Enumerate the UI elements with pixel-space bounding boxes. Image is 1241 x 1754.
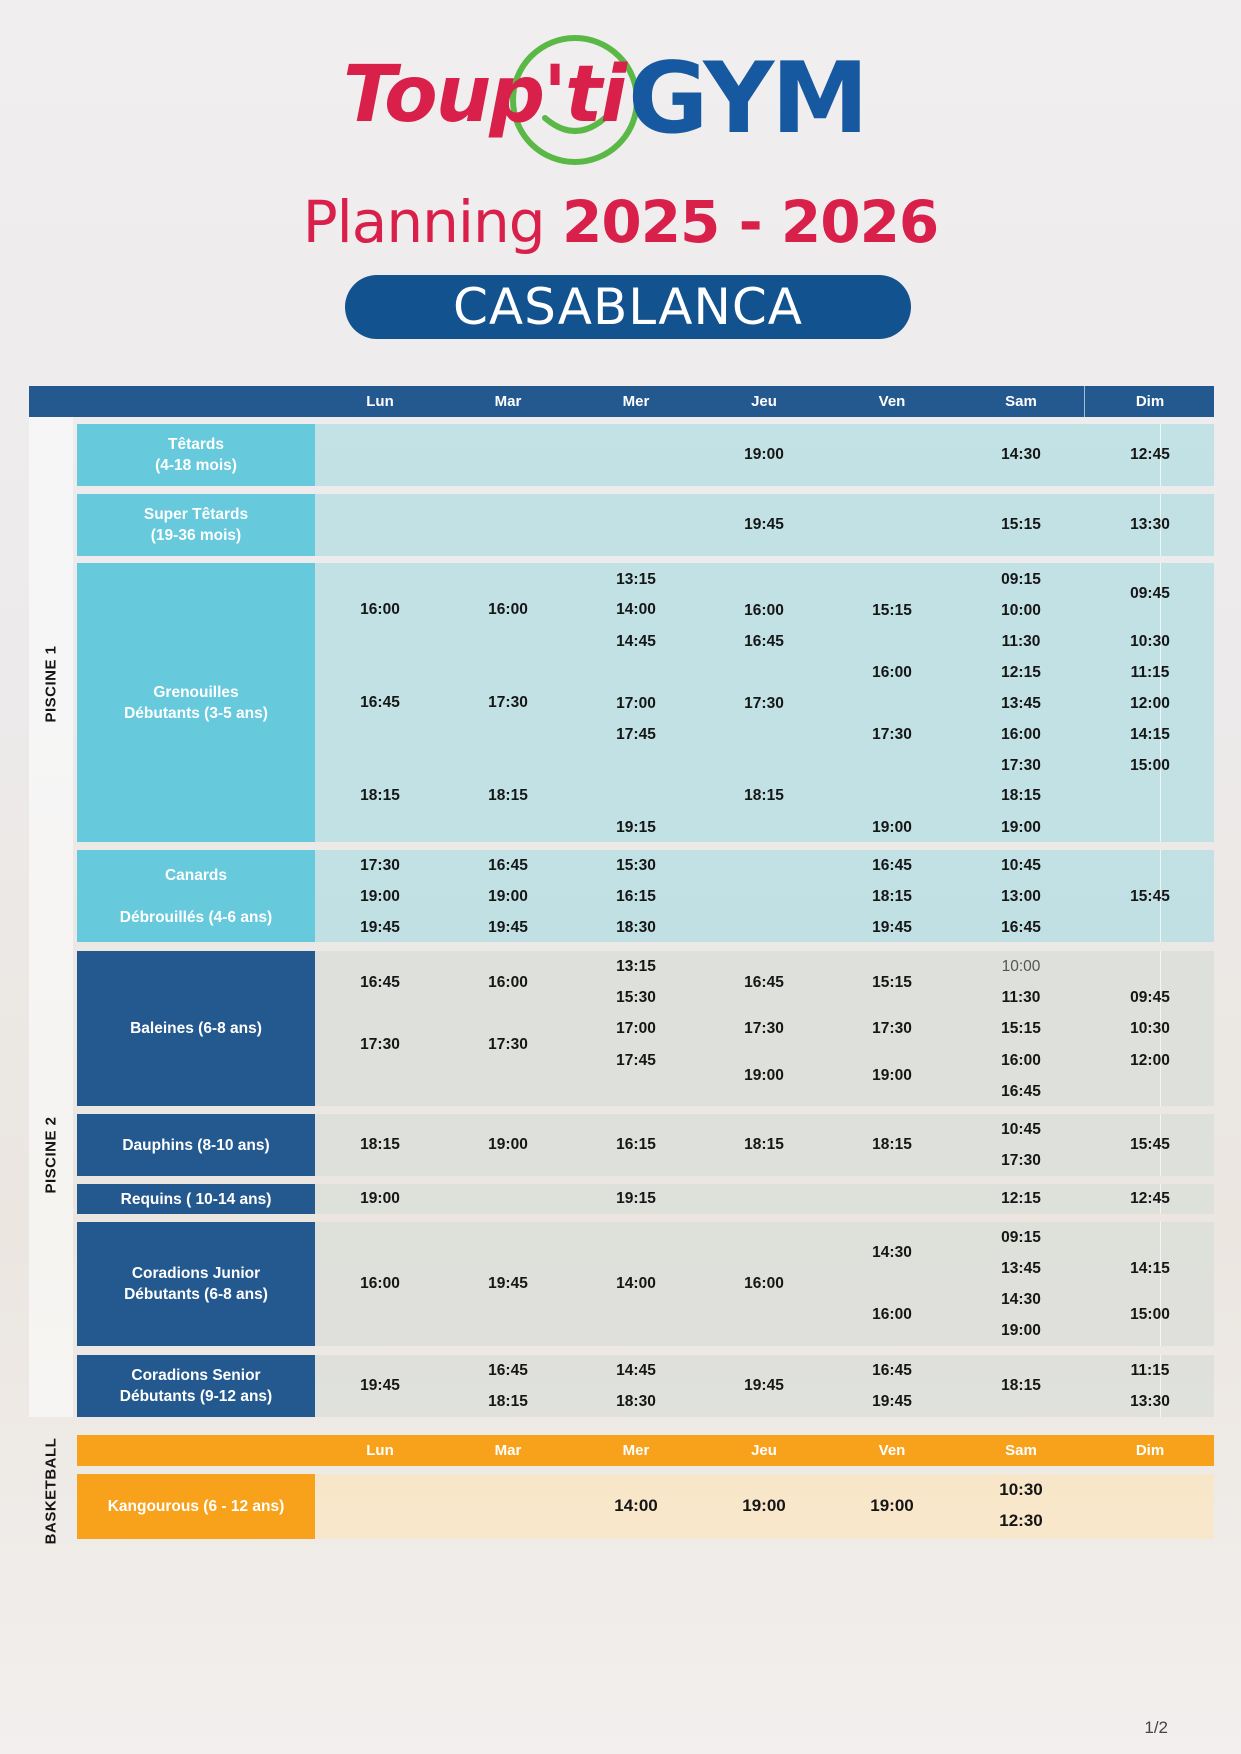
time-slot: 13:15: [616, 958, 656, 975]
time-slot: 18:30: [616, 1393, 656, 1410]
time-slot: 10:45: [1001, 857, 1041, 874]
time-slot: 19:00: [872, 1067, 912, 1084]
section-piscine-2: PISCINE 2: [42, 1116, 60, 1194]
time-slot: 16:00: [360, 1275, 400, 1292]
title-year: 2025 - 2026: [561, 188, 939, 256]
day-cell-mer: [572, 951, 700, 1106]
time-slot: 16:00: [1001, 1052, 1041, 1069]
time-slot: 17:30: [488, 1036, 528, 1053]
time-slot: 12:30: [999, 1511, 1043, 1530]
time-slot: 16:00: [1001, 726, 1041, 743]
time-slot: 19:15: [616, 819, 656, 836]
table-row: [77, 1474, 1214, 1539]
time-slot: 13:45: [1001, 1260, 1041, 1277]
day-cell-jeu: [700, 424, 828, 486]
city-badge: CASABLANCA: [345, 275, 911, 339]
table-row: [77, 563, 1214, 842]
day-header-ven: Ven: [878, 393, 906, 410]
time-slot: 18:15: [488, 1393, 528, 1410]
day-cell-sam: [957, 424, 1085, 486]
day-cell-mar: [444, 1184, 572, 1214]
day-cell-lun: [316, 951, 444, 1106]
title-light: Planning: [302, 188, 562, 256]
time-slot: 16:00: [872, 664, 912, 681]
day-cell-mer: [572, 1355, 700, 1417]
table-row: [77, 424, 1214, 486]
time-slot: 17:30: [360, 1036, 400, 1053]
time-slot: 13:30: [1130, 1393, 1170, 1410]
time-slot: 11:30: [1001, 989, 1041, 1006]
group-label: Dauphins (8-10 ans): [77, 1114, 315, 1176]
time-slot: 17:45: [616, 726, 656, 743]
time-slot: 16:00: [872, 1306, 912, 1323]
time-slot: 19:00: [360, 888, 400, 905]
row-times: [315, 563, 1214, 842]
row-times: [315, 1222, 1214, 1346]
day-cell-ven: [828, 850, 956, 942]
time-slot: 19:45: [360, 919, 400, 936]
time-slot: 17:30: [1001, 757, 1041, 774]
time-slot: 19:45: [872, 919, 912, 936]
time-slot: 18:15: [1001, 1377, 1041, 1394]
time-slot: 14:30: [872, 1244, 912, 1261]
time-slot: 16:45: [488, 857, 528, 874]
time-slot: 10:30: [999, 1480, 1043, 1499]
time-slot: 19:00: [360, 1190, 400, 1207]
time-slot: 09:45: [1130, 989, 1170, 1006]
time-slot: 17:45: [616, 1052, 656, 1069]
time-slot: 19:45: [744, 516, 784, 533]
day-cell-sam: [957, 1184, 1085, 1214]
day-cell-sam: [957, 1474, 1085, 1539]
section-basketball: BASKETBALL: [42, 1437, 60, 1545]
day-cell-lun: [316, 1222, 444, 1346]
basketball-days-header: [77, 1435, 1214, 1466]
toupti-gym-logo: [0, 22, 1241, 172]
time-slot: 14:15: [1130, 726, 1170, 743]
day-cell-jeu: [700, 1184, 828, 1214]
day-cell-dim: [1086, 563, 1214, 842]
time-slot: 17:00: [616, 1020, 656, 1037]
time-slot: 16:45: [1001, 919, 1041, 936]
time-slot: 12:15: [1001, 664, 1041, 681]
day-cell-dim: [1086, 1474, 1214, 1539]
time-slot: 16:45: [1001, 1083, 1041, 1100]
group-label: Baleines (6-8 ans): [77, 951, 315, 1106]
time-slot: 10:00: [1001, 602, 1041, 619]
time-slot: 19:00: [1001, 1322, 1041, 1339]
time-slot: 19:00: [488, 888, 528, 905]
time-slot: 19:00: [744, 446, 784, 463]
time-slot: 19:45: [488, 919, 528, 936]
day-cell-ven: [828, 951, 956, 1106]
day-cell-jeu: [700, 563, 828, 842]
group-label: Canards Débrouillés (4-6 ans): [77, 850, 315, 942]
day-cell-sam: [957, 1222, 1085, 1346]
day-cell-mer: [572, 1474, 700, 1539]
time-slot: 16:15: [616, 888, 656, 905]
day-cell-jeu: [700, 494, 828, 556]
time-slot: 15:15: [872, 602, 912, 619]
group-label: Coradions Senior Débutants (9-12 ans): [77, 1355, 315, 1417]
day-cell-lun: [316, 1355, 444, 1417]
day-cell-lun: [316, 424, 444, 486]
group-label: Super Têtards (19-36 mois): [77, 494, 315, 556]
row-times: [315, 424, 1214, 486]
time-slot: 17:30: [488, 694, 528, 711]
time-slot: 15:30: [616, 857, 656, 874]
day-cell-sam: [957, 850, 1085, 942]
time-slot: 14:45: [616, 1362, 656, 1379]
day-cell-lun: [316, 850, 444, 942]
time-slot: 12:45: [1130, 446, 1170, 463]
table-row: [77, 494, 1214, 556]
time-slot: 10:30: [1130, 1020, 1170, 1037]
group-label: Grenouilles Débutants (3-5 ans): [77, 563, 315, 842]
day-cell-jeu: [700, 1474, 828, 1539]
time-slot: 18:15: [360, 1136, 400, 1153]
time-slot: 15:15: [1001, 516, 1041, 533]
day-cell-mer: [572, 1114, 700, 1176]
time-slot: 14:30: [1001, 1291, 1041, 1308]
time-slot: 16:00: [744, 1275, 784, 1292]
time-slot: 17:30: [360, 857, 400, 874]
day-cell-ven: [828, 424, 956, 486]
section-piscine-1: PISCINE 1: [42, 645, 60, 723]
day-cell-ven: [828, 1474, 956, 1539]
time-slot: 12:15: [1001, 1190, 1041, 1207]
time-slot: 16:00: [488, 974, 528, 991]
day-header-mar: Mar: [494, 1442, 522, 1459]
time-slot: 19:00: [872, 819, 912, 836]
row-times: [315, 1184, 1214, 1214]
group-label: Kangourous (6 - 12 ans): [77, 1474, 315, 1539]
day-cell-dim: [1086, 951, 1214, 1106]
time-slot: 16:00: [360, 601, 400, 618]
time-slot: 15:45: [1130, 888, 1170, 905]
day-header-mer: Mer: [622, 1442, 650, 1459]
time-slot: 15:15: [1001, 1020, 1041, 1037]
day-header-sam: Sam: [1005, 393, 1037, 410]
logo-toup: Toup'ti: [343, 50, 626, 140]
day-cell-mer: [572, 1184, 700, 1214]
time-slot: 15:45: [1130, 1136, 1170, 1153]
time-slot: 11:15: [1130, 664, 1170, 681]
time-slot: 10:45: [1001, 1121, 1041, 1138]
day-cell-mer: [572, 424, 700, 486]
day-cell-sam: [957, 1355, 1085, 1417]
time-slot: 13:30: [1130, 516, 1170, 533]
group-label: Coradions Junior Débutants (6-8 ans): [77, 1222, 315, 1346]
day-header-dim: Dim: [1135, 1442, 1165, 1459]
row-times: [315, 1114, 1214, 1176]
table-row: [77, 951, 1214, 1106]
day-header-mar: Mar: [494, 393, 522, 410]
day-cell-lun: [316, 1474, 444, 1539]
day-cell-dim: [1086, 494, 1214, 556]
time-slot: 19:45: [360, 1377, 400, 1394]
group-label: Têtards (4-18 mois): [77, 424, 315, 486]
time-slot: 13:15: [616, 571, 656, 588]
time-slot: 16:45: [360, 694, 400, 711]
row-times: [315, 850, 1214, 942]
time-slot: 18:15: [744, 787, 784, 804]
day-cell-mar: [444, 951, 572, 1106]
table-row: [77, 850, 1214, 942]
day-cell-ven: [828, 1222, 956, 1346]
day-cell-ven: [828, 1114, 956, 1176]
time-slot: 09:15: [1001, 1229, 1041, 1246]
day-cell-dim: [1086, 1114, 1214, 1176]
row-times: [315, 951, 1214, 1106]
time-slot: 19:45: [744, 1377, 784, 1394]
time-slot: 16:45: [872, 1362, 912, 1379]
time-slot: 16:00: [488, 601, 528, 618]
group-label: Requins ( 10-14 ans): [77, 1184, 315, 1214]
day-header-jeu: Jeu: [751, 1442, 777, 1459]
page-number: 1/2: [1144, 1718, 1168, 1737]
time-slot: 17:30: [872, 726, 912, 743]
day-header-jeu: Jeu: [751, 393, 777, 410]
row-times: [315, 494, 1214, 556]
time-slot: 16:45: [360, 974, 400, 991]
day-cell-mer: [572, 850, 700, 942]
day-cell-mar: [444, 424, 572, 486]
time-slot: 19:00: [488, 1136, 528, 1153]
time-slot: 13:45: [1001, 695, 1041, 712]
planning-title: [0, 188, 1241, 256]
time-slot: 17:00: [616, 695, 656, 712]
time-slot: 14:00: [614, 1496, 658, 1515]
time-slot: 10:30: [1130, 633, 1170, 650]
day-cell-jeu: [700, 1114, 828, 1176]
day-header-dim: Dim: [1135, 393, 1165, 410]
time-slot: 15:15: [872, 974, 912, 991]
day-cell-ven: [828, 494, 956, 556]
time-slot: 14:00: [616, 1275, 656, 1292]
time-slot: 13:00: [1001, 888, 1041, 905]
time-slot: 18:15: [744, 1136, 784, 1153]
time-slot: 17:30: [744, 1020, 784, 1037]
days-header: [29, 386, 1214, 417]
day-cell-mar: [444, 1355, 572, 1417]
time-slot: 18:30: [616, 919, 656, 936]
day-cell-mar: [444, 1114, 572, 1176]
day-cell-lun: [316, 563, 444, 842]
day-cell-jeu: [700, 1222, 828, 1346]
day-cell-mar: [444, 1222, 572, 1346]
time-slot: 10:00: [1001, 958, 1041, 975]
time-slot: 11:30: [1001, 633, 1041, 650]
time-slot: 18:15: [488, 787, 528, 804]
time-slot: 16:00: [744, 602, 784, 619]
logo-gym: GYM: [628, 42, 866, 156]
day-cell-mar: [444, 494, 572, 556]
time-slot: 19:00: [744, 1067, 784, 1084]
time-slot: 15:30: [616, 989, 656, 1006]
time-slot: 16:45: [488, 1362, 528, 1379]
day-cell-jeu: [700, 951, 828, 1106]
day-cell-ven: [828, 1355, 956, 1417]
day-cell-mer: [572, 494, 700, 556]
day-cell-lun: [316, 1114, 444, 1176]
day-cell-jeu: [700, 1355, 828, 1417]
day-cell-lun: [316, 494, 444, 556]
time-slot: 16:45: [872, 857, 912, 874]
time-slot: 12:45: [1130, 1190, 1170, 1207]
time-slot: 17:30: [744, 695, 784, 712]
day-cell-sam: [957, 494, 1085, 556]
time-slot: 17:30: [1001, 1152, 1041, 1169]
time-slot: 19:00: [870, 1496, 914, 1515]
day-cell-dim: [1086, 1222, 1214, 1346]
time-slot: 14:15: [1130, 1260, 1170, 1277]
table-row: [77, 1114, 1214, 1176]
day-header-sam: Sam: [1005, 1442, 1037, 1459]
day-cell-ven: [828, 1184, 956, 1214]
time-slot: 19:00: [1001, 819, 1041, 836]
time-slot: 14:30: [1001, 446, 1041, 463]
time-slot: 12:00: [1130, 695, 1170, 712]
day-cell-dim: [1086, 1184, 1214, 1214]
table-row: [77, 1355, 1214, 1417]
time-slot: 19:45: [872, 1393, 912, 1410]
day-cell-dim: [1086, 424, 1214, 486]
time-slot: 15:00: [1130, 1306, 1170, 1323]
day-cell-mer: [572, 563, 700, 842]
time-slot: 09:15: [1001, 571, 1041, 588]
row-times: [315, 1474, 1214, 1539]
time-slot: 14:00: [616, 601, 656, 618]
time-slot: 18:15: [872, 888, 912, 905]
day-header-mer: Mer: [622, 393, 650, 410]
day-cell-ven: [828, 563, 956, 842]
time-slot: 15:00: [1130, 757, 1170, 774]
day-cell-dim: [1086, 1355, 1214, 1417]
day-cell-mar: [444, 850, 572, 942]
time-slot: 18:15: [360, 787, 400, 804]
time-slot: 19:15: [616, 1190, 656, 1207]
time-slot: 16:15: [616, 1136, 656, 1153]
day-cell-mer: [572, 1222, 700, 1346]
day-cell-lun: [316, 1184, 444, 1214]
time-slot: 16:45: [744, 633, 784, 650]
day-header-lun: Lun: [366, 1442, 394, 1459]
day-cell-jeu: [700, 850, 828, 942]
time-slot: 17:30: [872, 1020, 912, 1037]
time-slot: 09:45: [1130, 585, 1170, 602]
day-cell-mar: [444, 563, 572, 842]
row-times: [315, 1355, 1214, 1417]
day-cell-dim: [1086, 850, 1214, 942]
day-cell-sam: [957, 951, 1085, 1106]
time-slot: 14:45: [616, 633, 656, 650]
time-slot: 16:45: [744, 974, 784, 991]
time-slot: 12:00: [1130, 1052, 1170, 1069]
dim-separator: [1084, 386, 1085, 417]
pool-side-strip: [29, 417, 73, 1417]
table-row: [77, 1184, 1214, 1214]
time-slot: 19:00: [742, 1496, 786, 1515]
time-slot: 18:15: [1001, 787, 1041, 804]
table-row: [77, 1222, 1214, 1346]
day-cell-sam: [957, 1114, 1085, 1176]
time-slot: 11:15: [1130, 1362, 1170, 1379]
day-cell-sam: [957, 563, 1085, 842]
day-cell-mar: [444, 1474, 572, 1539]
time-slot: 18:15: [872, 1136, 912, 1153]
time-slot: 19:45: [488, 1275, 528, 1292]
day-header-lun: Lun: [366, 393, 394, 410]
day-header-ven: Ven: [878, 1442, 906, 1459]
